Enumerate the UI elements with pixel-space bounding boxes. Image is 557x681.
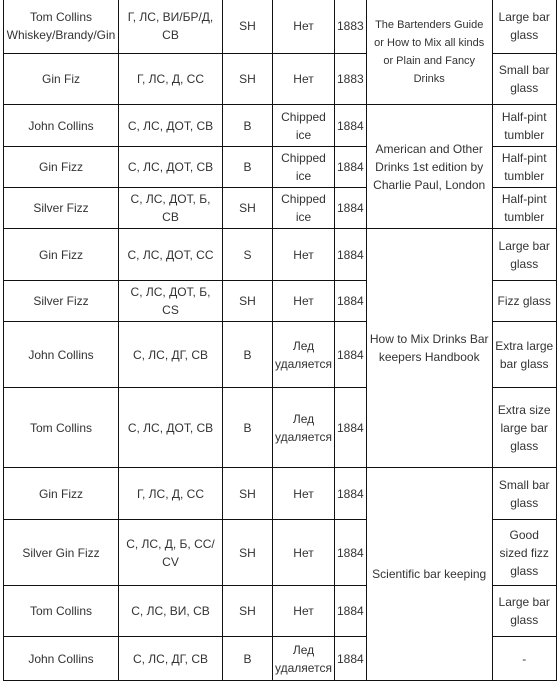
cocktail-name: John Collins xyxy=(4,322,119,388)
cocktail-name: Gin Fiz xyxy=(4,54,119,105)
year: 1884 xyxy=(335,520,367,586)
ingredients: С, ЛС, ДОТ, СС xyxy=(119,229,223,281)
year: 1884 xyxy=(335,229,367,281)
ingredients: С, ЛС, ДОТ, Б, СВ xyxy=(119,188,223,229)
year: 1884 xyxy=(335,105,367,147)
ice: Нет xyxy=(273,0,335,54)
year: 1884 xyxy=(335,281,367,322)
ice: Нет xyxy=(273,229,335,281)
glass: Small bar glass xyxy=(492,468,556,520)
cocktail-name: Gin Fizz xyxy=(4,229,119,281)
ice: Лед удаляется xyxy=(273,388,335,468)
method: SH xyxy=(223,54,273,105)
year: 1884 xyxy=(335,388,367,468)
glass: Large bar glass xyxy=(492,0,556,54)
ice: Нет xyxy=(273,520,335,586)
cocktail-name: Silver Fizz xyxy=(4,188,119,229)
method: B xyxy=(223,105,273,147)
glass: Half-pint tumbler xyxy=(492,188,556,229)
cocktail-name: Tom Collins xyxy=(4,586,119,637)
cocktail-name: Tom Collins Whiskey/Brandy/Gin xyxy=(4,0,119,54)
glass: Small bar glass xyxy=(492,54,556,105)
source-book: American and Other Drinks 1st edition by Charlie Paul, London xyxy=(366,105,492,229)
ice: Нет xyxy=(273,54,335,105)
glass: Large bar glass xyxy=(492,229,556,281)
year: 1884 xyxy=(335,147,367,188)
table-row xyxy=(4,468,557,520)
ingredients: С, ЛС, ДОТ, СВ xyxy=(119,147,223,188)
ice: Нет xyxy=(273,586,335,637)
method: SH xyxy=(223,281,273,322)
ice: Нет xyxy=(273,281,335,322)
source-book: How to Mix Drinks Bar keepers Handbook xyxy=(366,229,492,468)
method: S xyxy=(223,229,273,281)
ingredients: С, ЛС, ДОТ, СВ xyxy=(119,388,223,468)
year: 1883 xyxy=(335,54,367,105)
year: 1884 xyxy=(335,586,367,637)
glass: Half-pint tumbler xyxy=(492,105,556,147)
ice: Chipped ice xyxy=(273,188,335,229)
method: B xyxy=(223,388,273,468)
year: 1884 xyxy=(335,188,367,229)
ingredients: Г, ЛС, Д, СС xyxy=(119,468,223,520)
cocktail-name: John Collins xyxy=(4,637,119,681)
ingredients: С, ЛС, Д, Б, СС/ CV xyxy=(119,520,223,586)
glass: Large bar glass xyxy=(492,586,556,637)
method: SH xyxy=(223,586,273,637)
ingredients: С, ЛС, ДОТ, СВ xyxy=(119,105,223,147)
method: B xyxy=(223,322,273,388)
cocktail-name: Silver Fizz xyxy=(4,281,119,322)
ingredients: С, ЛС, ДГ, СВ xyxy=(119,322,223,388)
source-book: The Bartenders Guide or How to Mix all kinds or Plain and Fancy Drinks xyxy=(366,0,492,105)
ingredients: Г, ЛС, Д, СС xyxy=(119,54,223,105)
year: 1884 xyxy=(335,637,367,681)
ice: Нет xyxy=(273,468,335,520)
source-book: Scientific bar keeping xyxy=(366,468,492,681)
method: B xyxy=(223,637,273,681)
cocktail-table xyxy=(3,0,557,681)
cocktail-name: Silver Gin Fizz xyxy=(4,520,119,586)
year: 1883 xyxy=(335,0,367,54)
table-row xyxy=(4,229,557,281)
ingredients: Г, ЛС, ВИ/БР/Д, СВ xyxy=(119,0,223,54)
cocktail-name: Gin Fizz xyxy=(4,147,119,188)
glass: Half-pint tumbler xyxy=(492,147,556,188)
method: SH xyxy=(223,520,273,586)
year: 1884 xyxy=(335,468,367,520)
glass: Extra large bar glass xyxy=(492,322,556,388)
ice: Лед удаляется xyxy=(273,322,335,388)
table-row xyxy=(4,105,557,147)
ingredients: С, ЛС, ДГ, СВ xyxy=(119,637,223,681)
ice: Лед удаляется xyxy=(273,637,335,681)
method: B xyxy=(223,147,273,188)
cocktail-name: Gin Fizz xyxy=(4,468,119,520)
year: 1884 xyxy=(335,322,367,388)
cocktail-name: Tom Collins xyxy=(4,388,119,468)
ingredients: С, ЛС, ДОТ, Б, CS xyxy=(119,281,223,322)
table-row xyxy=(4,0,557,54)
method: SH xyxy=(223,188,273,229)
ice: Chipped ice xyxy=(273,147,335,188)
glass: Good sized fizz glass xyxy=(492,520,556,586)
glass: - xyxy=(492,637,556,681)
ingredients: С, ЛС, ВИ, СВ xyxy=(119,586,223,637)
method: SH xyxy=(223,468,273,520)
method: SH xyxy=(223,0,273,54)
glass: Extra size large bar glass xyxy=(492,388,556,468)
cocktail-name: John Collins xyxy=(4,105,119,147)
glass: Fizz glass xyxy=(492,281,556,322)
ice: Chipped ice xyxy=(273,105,335,147)
